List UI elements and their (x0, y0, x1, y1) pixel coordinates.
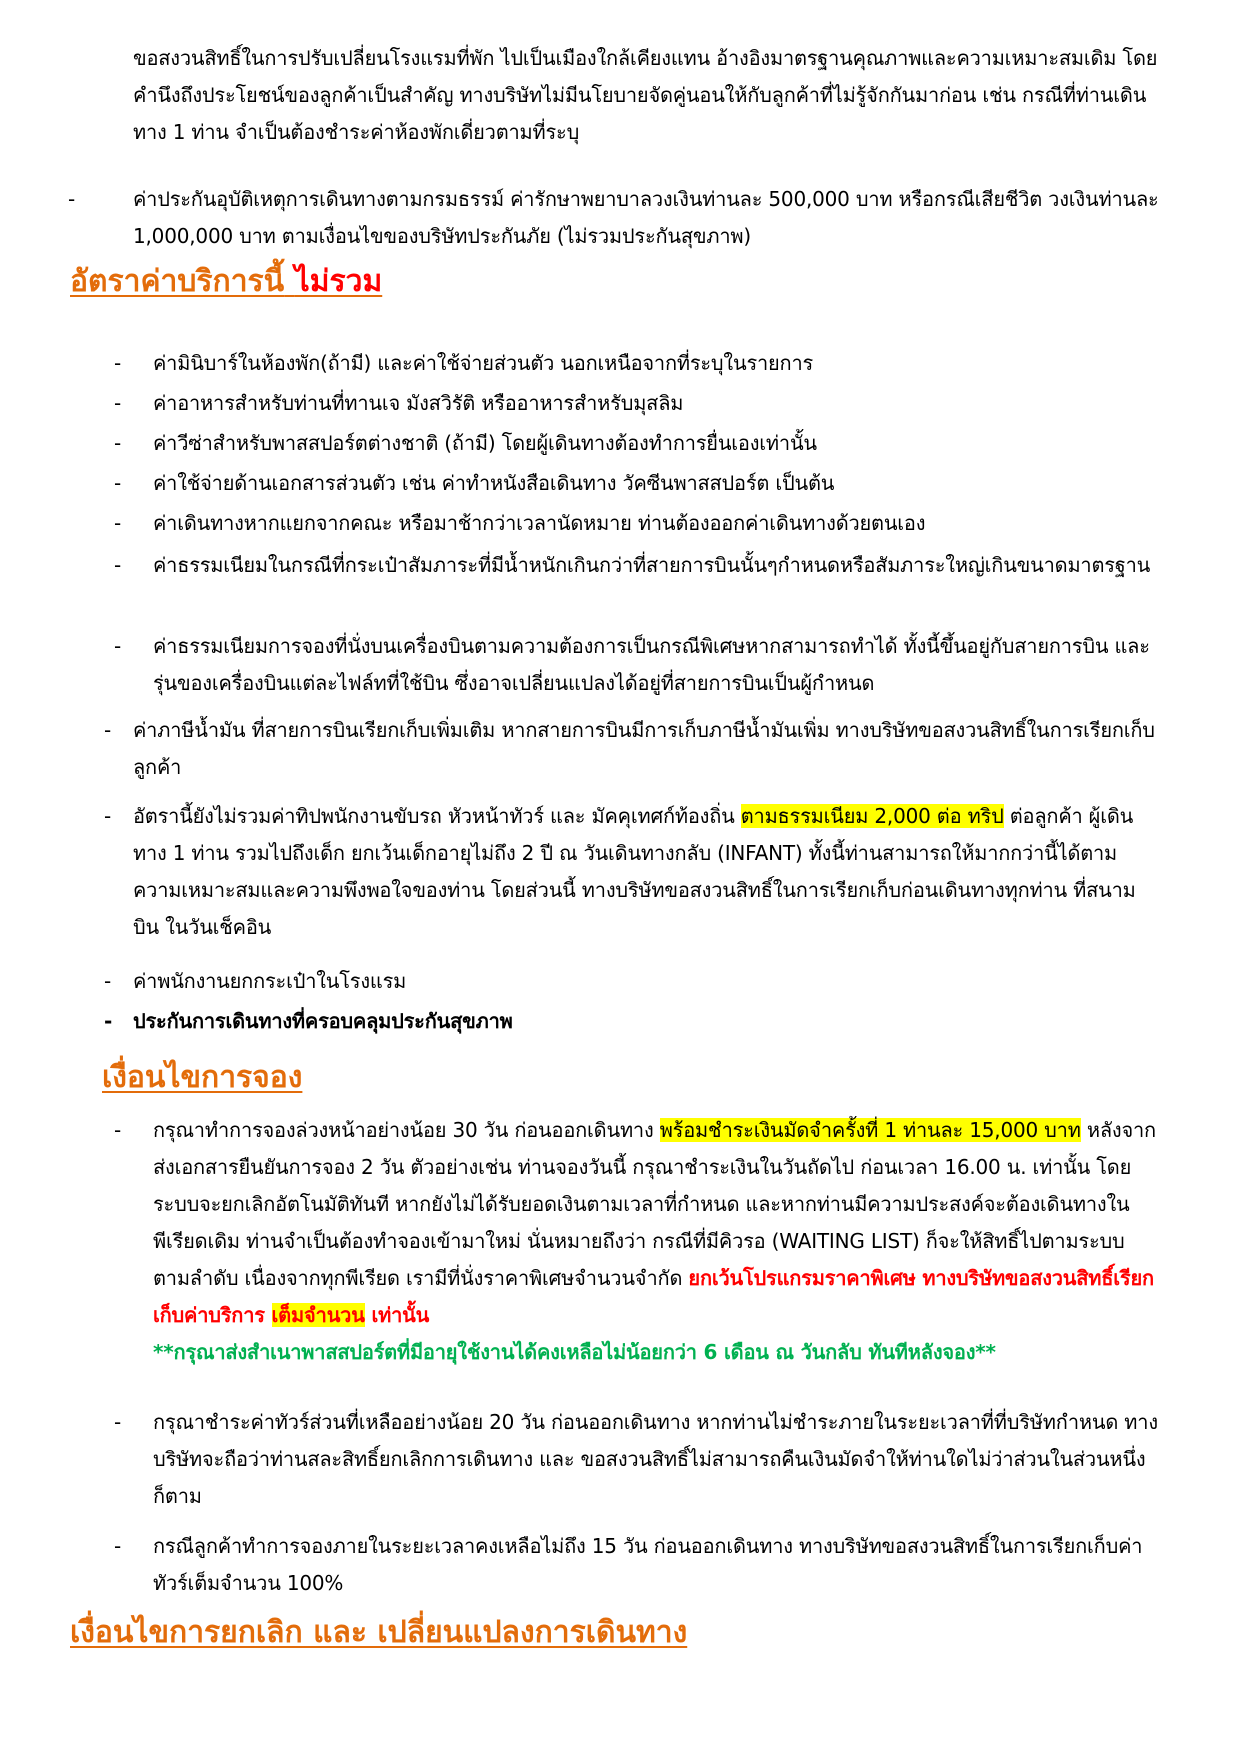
intro-paragraph: ขอสงวนสิทธิ์ในการปรับเปลี่ยนโรงแรมที่พัก ไปเป็นเมืองใกล้เคียงแทน อ้างอิงมาตรฐานคุณภาพและความเหมาะสมเดิม โดยคำนึงถึงประโยชน์ของลูกค้าเป็นสำคัญ ทางบริษัทไม่มีนโยบายจัดคู่นอนให้กับลูกค้าที่ไม่รู้จักกันมาก่อน เช่น กรณีที่ท่านเดินทาง 1 ท่าน จำเป็นต้องชำระค่าห้องพักเดี่ยวตามที่ระบุ (133, 46, 1158, 144)
excluded-dash: - (114, 634, 122, 658)
excluded-heading-red: ไม่รวม (294, 264, 383, 299)
insurance-dash: - (68, 187, 76, 211)
excluded-dash: - (114, 471, 122, 495)
deposit-highlight: พร้อมชำระเงินมัดจำครั้งที่ 1 ท่านละ 15,000 บาท (659, 1118, 1081, 1142)
excluded-dash: - (114, 511, 122, 535)
excluded-dash: - (114, 553, 122, 577)
excluded-dash: - (104, 718, 112, 742)
health-insurance-item: ประกันการเดินทางที่ครอบคลุมประกันสุขภาพ (133, 1009, 513, 1033)
excluded-item: ค่าธรรมเนียมการจองที่นั่งบนเครื่องบินตามความต้องการเป็นกรณีพิเศษหากสามารถทำได้ ทั้งนี้ขึ้นอยู่กับสายการบิน และ รุ่นของเครื่องบินแต่ละไฟล์ทที่ใช้บิน ซึ่งอาจเปลี่ยนแปลงได้อยู่ที่สายการบินเป็นผู้กำหนด (153, 634, 1150, 695)
cancel-heading: เงื่อนไขการยกเลิก และ เปลี่ยนแปลงการเดินทาง (70, 1615, 688, 1650)
excluded-item: ค่าอาหารสำหรับท่านที่ทานเจ มังสวิรัติ หรืออาหารสำหรับมุสลิม (153, 391, 684, 415)
booking-deposit-item (153, 1112, 1160, 1371)
booking-balance-item: กรุณาชำระค่าทัวร์ส่วนที่เหลืออย่างน้อย 20 วัน ก่อนออกเดินทาง หากท่านไม่ชำระภายในระยะเวลาที่ที่บริษัทกำหนด ทางบริษัทจะถือว่าท่านสละสิทธิ์ยกเลิกการเดินทาง และ ขอสงวนสิทธิ์ไม่สามารถคืนเงินมัดจำให้ท่านใดไม่ว่าส่วนในส่วนหนึ่งก็ตาม (153, 1410, 1158, 1508)
only-note: เท่านั้น (364, 1303, 430, 1327)
booking-text-before: กรุณาทำการจองล่วงหน้าอย่างน้อย 30 วัน ก่อนออกเดินทาง (153, 1118, 660, 1142)
special-price-note: ยกเว้นโปรแกรมราคาพิเศษ ทางบริษัทขอสงวนสิทธิ์เรียกเก็บค่าบริการ (153, 1266, 1154, 1327)
passport-note: **กรุณาส่งสำเนาพาสสปอร์ตที่มีอายุใช้งานได้คงเหลือไม่น้อยกว่า 6 เดือน ณ วันกลับ ทันทีหลังจอง** (153, 1340, 996, 1364)
excluded-item: ค่ามินิบาร์ในห้องพัก(ถ้ามี) และค่าใช้จ่ายส่วนตัว นอกเหนือจากที่ระบุในรายการ (153, 351, 814, 375)
tip-text-before: อัตรานี้ยังไม่รวมค่าทิปพนักงานขับรถ หัวหน้าทัวร์ และ มัคคุเทศก์ท้องถิ่น (133, 804, 741, 828)
porter-dash: - (104, 969, 112, 993)
excluded-dash: - (114, 391, 122, 415)
excluded-item: ค่าภาษีน้ำมัน ที่สายการบินเรียกเก็บเพิ่มเติม หากสายการบินมีการเก็บภาษีน้ำมันเพิ่ม ทางบริษัทขอสงวนสิทธิ์ในการเรียกเก็บลูกค้า (133, 718, 1155, 779)
excluded-heading (70, 262, 382, 302)
porter-item: ค่าพนักงานยกกระเป๋าในโรงแรม (133, 969, 407, 993)
health-dash: - (104, 1009, 113, 1033)
tip-text-after: ต่อลูกค้า ผู้เดินทาง 1 ท่าน รวมไปถึงเด็ก ยกเว้นเด็กอายุไม่ถึง 2 ปี ณ วันเดินทางกลับ (INFANT) ทั้งนี้ท่านสามารถให้มากกว่านี้ได้ตามความเหมาะสมและความพึงพอใจของท่าน โดยส่วนนี้ ทางบริษัทขอสงวนสิทธิ์ในการเรียกเก็บก่อนเดินทางทุกท่าน ที่สนามบิน ในวันเช็คอิน (133, 804, 1136, 939)
full-amount-highlight: เต็มจำนวน (271, 1303, 365, 1327)
excluded-dash: - (114, 351, 122, 375)
excluded-item: ค่าวีซ่าสำหรับพาสสปอร์ตต่างชาติ (ถ้ามี) โดยผู้เดินทางต้องทำการยื่นเองเท่านั้น (153, 431, 817, 455)
tip-dash: - (104, 804, 112, 828)
tip-item (133, 798, 1160, 946)
tip-highlight: ตามธรรมเนียม 2,000 ต่อ ทริป (740, 804, 1004, 828)
excluded-dash: - (114, 431, 122, 455)
booking-dash: - (114, 1534, 122, 1558)
booking-text-middle: หลังจากส่งเอกสารยืนยันการจอง 2 วัน ตัวอย่างเช่น ท่านจองวันนี้ กรุณาชำระเงินในวันถัดไป ก่อนเวลา 16.00 น. เท่านั้น โดยระบบจะยกเลิกอัตโนมัติทันที หากยังไม่ได้รับยอดเงินตามเวลาที่กำหนด และหากท่านมีความประสงค์จะต้องเดินทางในพีเรียดเดิม ท่านจำเป็นต้องทำจองเข้ามาใหม่ นั่นหมายถึงว่า กรณีที่มีคิวรอ (WAITING LIST) ก็จะให้สิทธิ์ไปตามระบบ ตามลำดับ เนื่องจากทุกพีเรียด เรามีที่นั่งราคาพิเศษจำนวนจำกัด (153, 1118, 1156, 1290)
excluded-item: ค่าใช้จ่ายด้านเอกสารส่วนตัว เช่น ค่าทำหนังสือเดินทาง วัคซีนพาสสปอร์ต เป็นต้น (153, 471, 835, 495)
booking-late-item: กรณีลูกค้าทำการจองภายในระยะเวลาคงเหลือไม่ถึง 15 วัน ก่อนออกเดินทาง ทางบริษัทขอสงวนสิทธิ์ในการเรียกเก็บค่าทัวร์เต็มจำนวน 100% (153, 1534, 1143, 1595)
insurance-item: ค่าประกันอุบัติเหตุการเดินทางตามกรมธรรม์ ค่ารักษาพยาบาลวงเงินท่านละ 500,000 บาท หรือกรณีเสียชีวิต วงเงินท่านละ 1,000,000 บาท ตามเงื่อนไขของบริษัทประกันภัย (ไม่รวมประกันสุขภาพ) (133, 187, 1159, 248)
booking-dash: - (114, 1410, 122, 1434)
excluded-item: ค่าธรรมเนียมในกรณีที่กระเป๋าสัมภาระที่มีน้ำหนักเกินกว่าที่สายการบินนั้นๆกำหนดหรือสัมภาระใหญ่เกินขนาดมาตรฐาน (153, 553, 1151, 577)
booking-heading: เงื่อนไขการจอง (102, 1060, 303, 1095)
excluded-heading-main: อัตราค่าบริการนี้ (70, 264, 285, 299)
booking-dash: - (114, 1118, 122, 1142)
excluded-item: ค่าเดินทางหากแยกจากคณะ หรือมาช้ากว่าเวลานัดหมาย ท่านต้องออกค่าเดินทางด้วยตนเอง (153, 511, 926, 535)
